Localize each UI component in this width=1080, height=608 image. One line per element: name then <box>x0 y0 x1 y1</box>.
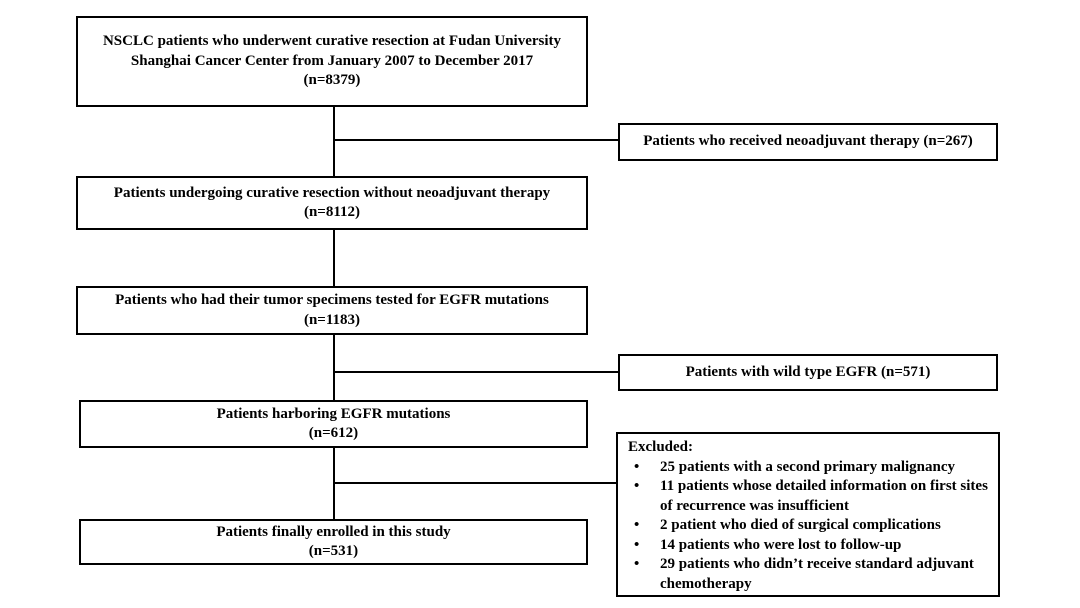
bullet-icon: • <box>634 536 640 553</box>
box-enrolled-count: (n=531) <box>308 543 359 559</box>
box-excluded <box>616 432 1000 597</box>
box-egfr-tested <box>76 286 588 335</box>
bullet-icon: • <box>634 458 640 475</box>
box-no-neoadjuvant <box>76 176 588 230</box>
box-egfr-mutations-text: Patients harboring EGFR mutations <box>216 405 451 422</box>
excluded-item <box>628 516 990 536</box>
box-cohort-count: (n=8379) <box>303 72 361 89</box>
connector-egfr-tested-to-egfr-mutations <box>333 335 335 400</box>
bullet-icon: • <box>634 556 640 572</box>
box-enrolled <box>79 519 588 565</box>
box-cohort <box>76 16 588 107</box>
box-cohort-text-line1: NSCLC patients who underwent curative resection at Fudan University <box>102 33 562 50</box>
box-cohort-text-line2: Shanghai Cancer Center from January 2007 to December 2017 <box>130 52 534 69</box>
box-egfr-tested-text: Patients who had their tumor specimens tested for EGFR mutations <box>115 292 549 308</box>
box-side-neoadjuvant <box>618 123 998 161</box>
box-egfr-mutations-count: (n=612) <box>308 425 359 441</box>
excluded-item-text: 11 patients whose detailed information on first sites of recurrence was insufficient <box>660 478 988 514</box>
box-no-neoadjuvant-count: (n=8112) <box>303 204 361 220</box>
excluded-header: Excluded: <box>628 439 694 455</box>
box-no-neoadjuvant-text: Patients undergoing curative resection without neoadjuvant therapy <box>113 184 551 201</box>
bullet-icon: • <box>634 517 640 533</box>
excluded-item-text: 25 patients with a second primary malignancy <box>660 458 956 475</box>
box-side-neoadjuvant-text: Patients who received neoadjuvant therapy (n=267) <box>643 133 973 150</box>
connector-no-neoadjuvant-to-egfr-tested <box>333 230 335 286</box>
excluded-item-text: 2 patient who died of surgical complications <box>660 517 941 533</box>
box-egfr-tested-count: (n=1183) <box>303 311 361 328</box>
box-side-wild-type-text: Patients with wild type EGFR (n=571) <box>685 363 931 380</box>
connector-branch-wild-type <box>335 371 618 373</box>
excluded-item-text: 14 patients who were lost to follow-up <box>660 536 902 553</box>
box-enrolled-text: Patients finally enrolled in this study <box>216 523 451 540</box>
box-side-wild-type <box>618 354 998 391</box>
excluded-item <box>628 458 990 478</box>
connector-branch-neoadjuvant <box>335 139 618 141</box>
excluded-list <box>628 458 990 595</box>
excluded-item <box>628 477 990 516</box>
connector-cohort-to-no-neoadjuvant <box>333 107 335 176</box>
excluded-item <box>628 555 990 594</box>
excluded-item-text: 29 patients who didn’t receive standard adjuvant chemotherapy <box>660 556 974 592</box>
connector-branch-excluded <box>335 482 616 484</box>
box-egfr-mutations <box>79 400 588 448</box>
bullet-icon: • <box>634 478 640 494</box>
excluded-item <box>628 536 990 556</box>
